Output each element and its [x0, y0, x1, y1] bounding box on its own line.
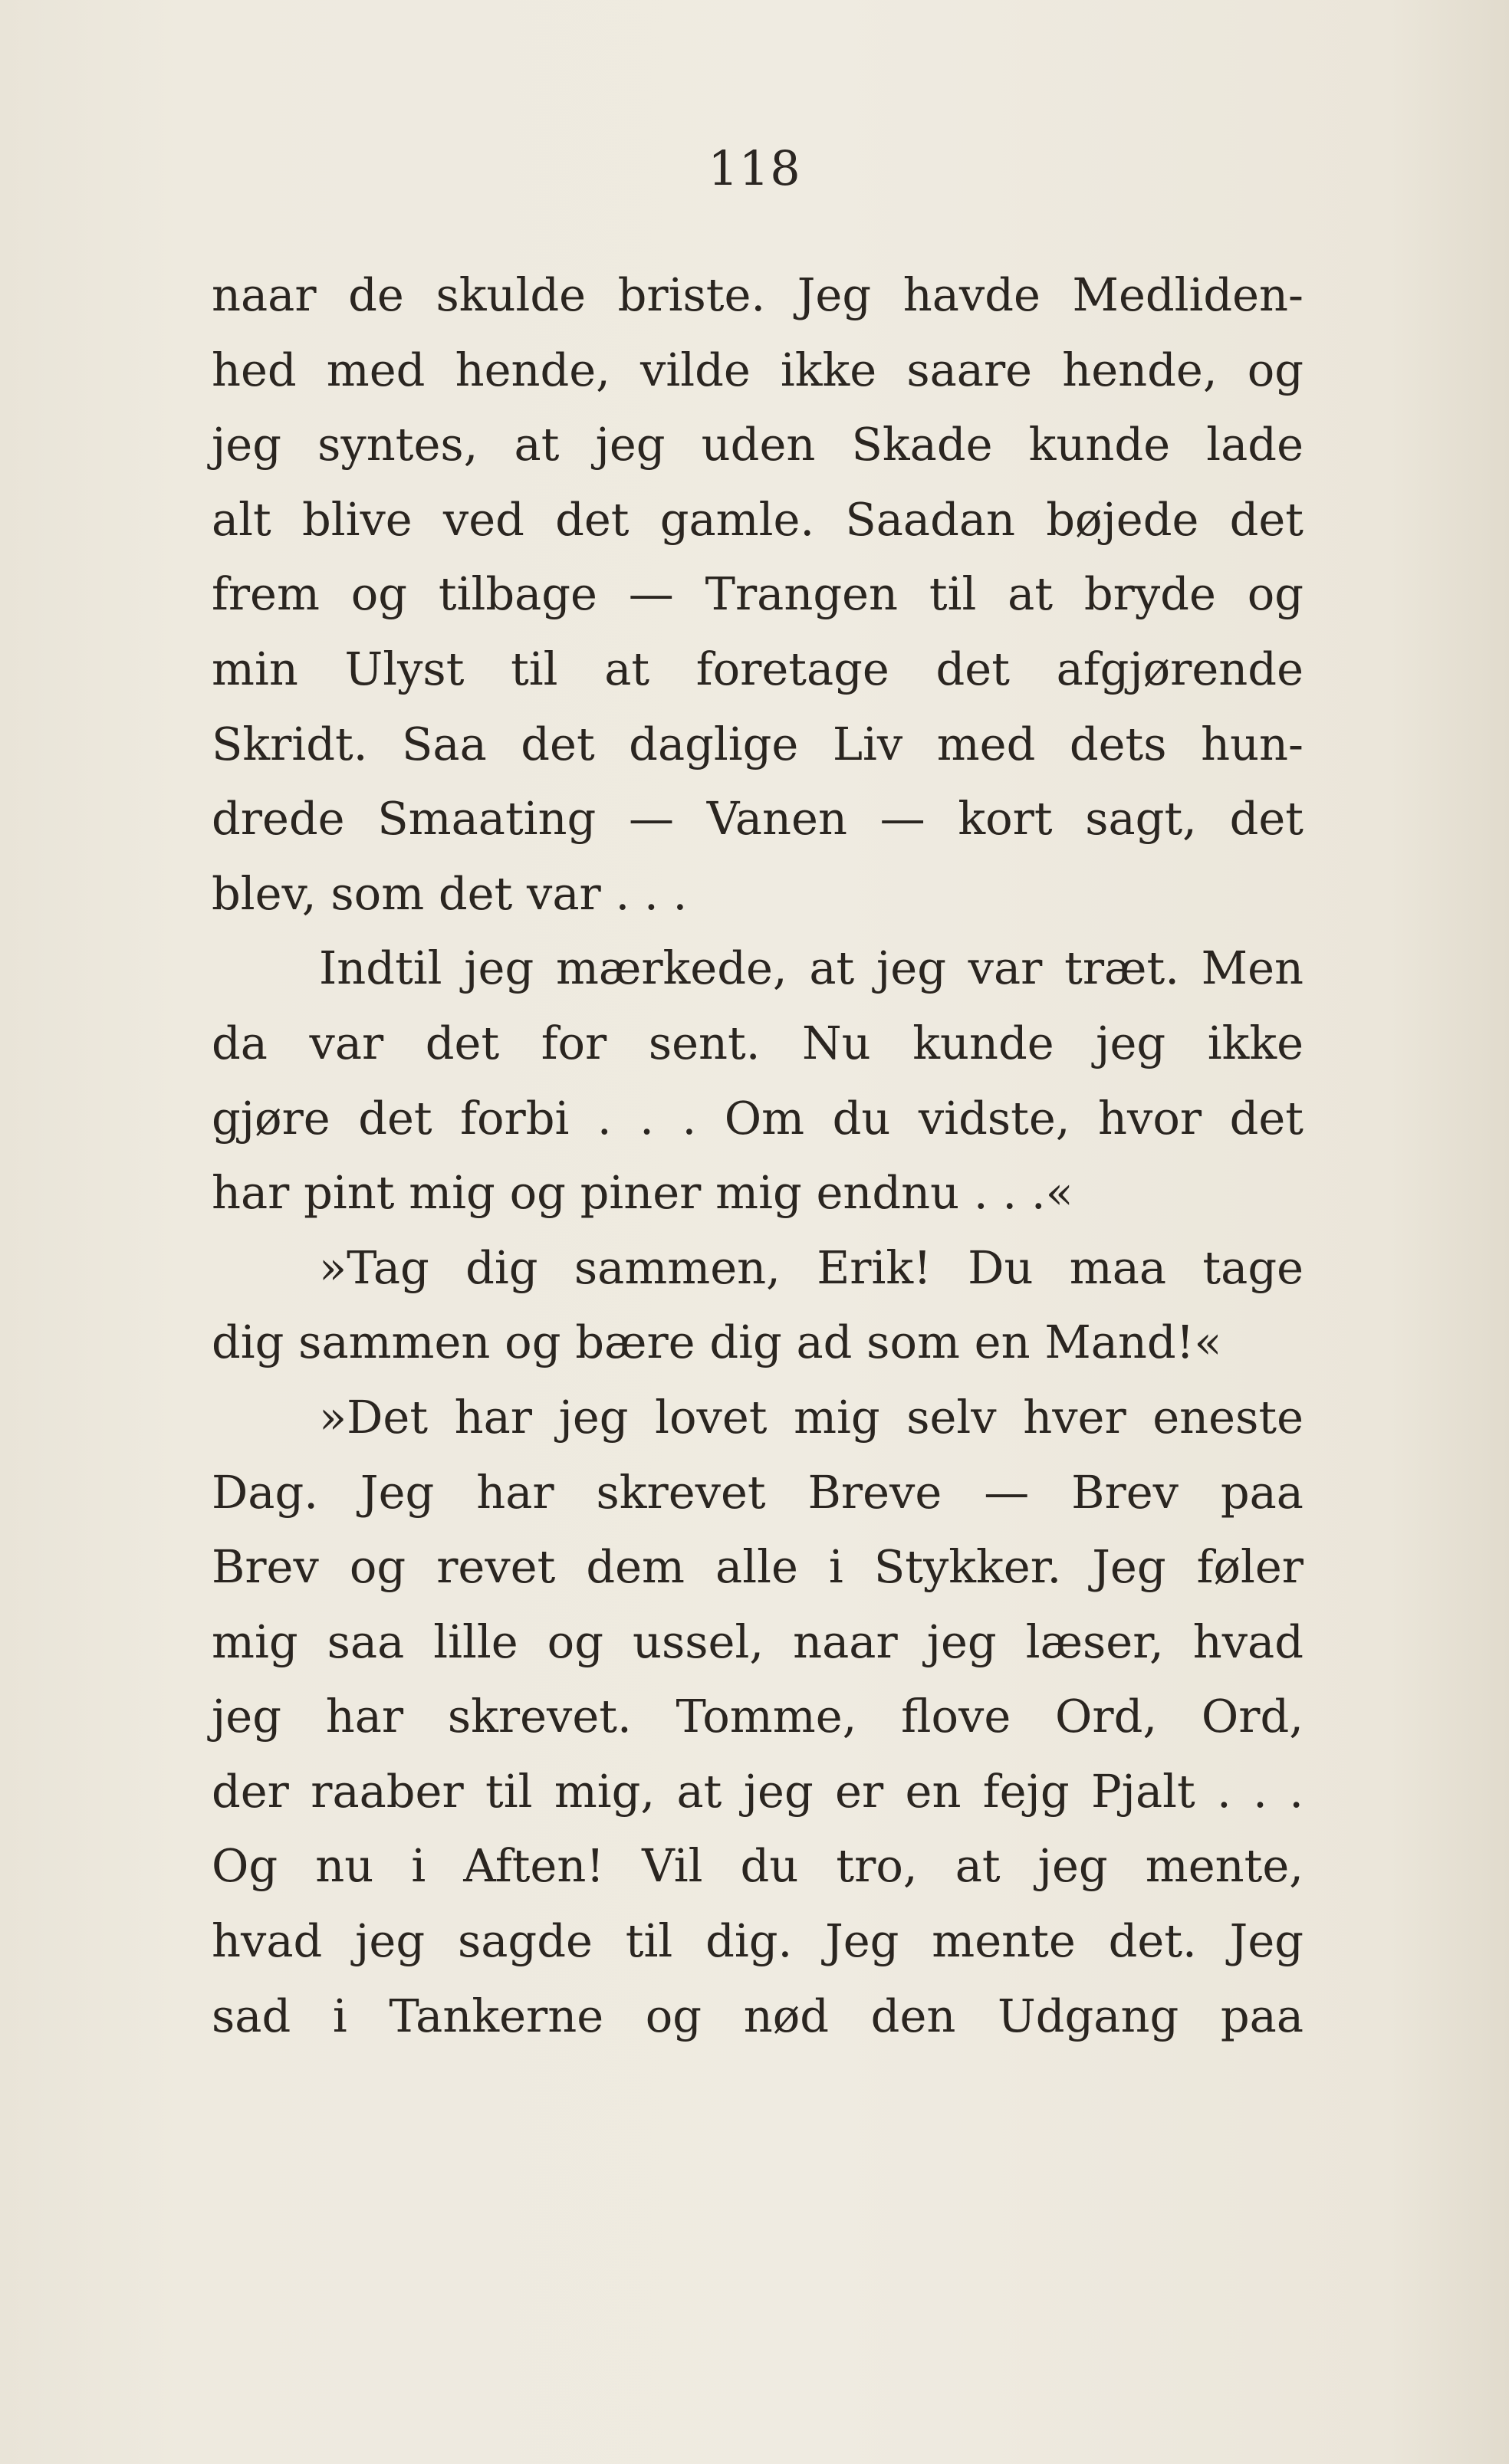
text-line: alt blive ved det gamle. Saadan bøjede det: [212, 492, 1304, 546]
text-line: min Ulyst til at foretage det afgjørende: [212, 642, 1304, 695]
text-line: Skridt. Saa det daglige Liv med dets hun-: [212, 717, 1304, 770]
text-line: Dag. Jeg har skrevet Breve — Brev paa: [212, 1465, 1304, 1519]
text-line: Indtil jeg mærkede, at jeg var træt. Men: [319, 941, 1304, 995]
text-line: naar de skulde briste. Jeg havde Medliden-: [212, 268, 1304, 321]
text-line: Og nu i Aften! Vil du tro, at jeg mente,: [212, 1839, 1304, 1893]
text-line: »Det har jeg lovet mig selv hver eneste: [319, 1390, 1304, 1444]
text-line: der raaber til mig, at jeg er en fejg Pjalt . . .: [212, 1764, 1304, 1818]
text-line: jeg har skrevet. Tomme, flove Ord, Ord,: [212, 1690, 1304, 1743]
text-line: jeg syntes, at jeg uden Skade kunde lade: [212, 418, 1304, 471]
text-line: Brev og revet dem alle i Stykker. Jeg føler: [212, 1540, 1304, 1594]
body-text: [212, 258, 1304, 2053]
text-line: hed med hende, vilde ikke saare hende, og: [212, 343, 1304, 396]
text-line: »Tag dig sammen, Erik! Du maa tage: [319, 1240, 1304, 1294]
text-line: drede Smaating — Vanen — kort sagt, det: [212, 792, 1304, 846]
text-line: har pint mig og piner mig endnu . . .«: [212, 1166, 1073, 1220]
text-line: dig sammen og bære dig ad som en Mand!«: [212, 1316, 1222, 1369]
text-line: blev, som det var . . .: [212, 866, 688, 920]
page-number: 118: [708, 140, 801, 196]
text-line: sad i Tankerne og nød den Udgang paa: [212, 1989, 1304, 2042]
text-line: hvad jeg sagde til dig. Jeg mente det. Jeg: [212, 1914, 1304, 1968]
text-line: gjøre det forbi . . . Om du vidste, hvor det: [212, 1091, 1304, 1145]
text-line: mig saa lille og ussel, naar jeg læser, hvad: [212, 1615, 1304, 1668]
text-line: frem og tilbage — Trangen til at bryde og: [212, 567, 1304, 621]
text-line: da var det for sent. Nu kunde jeg ikke: [212, 1016, 1304, 1069]
